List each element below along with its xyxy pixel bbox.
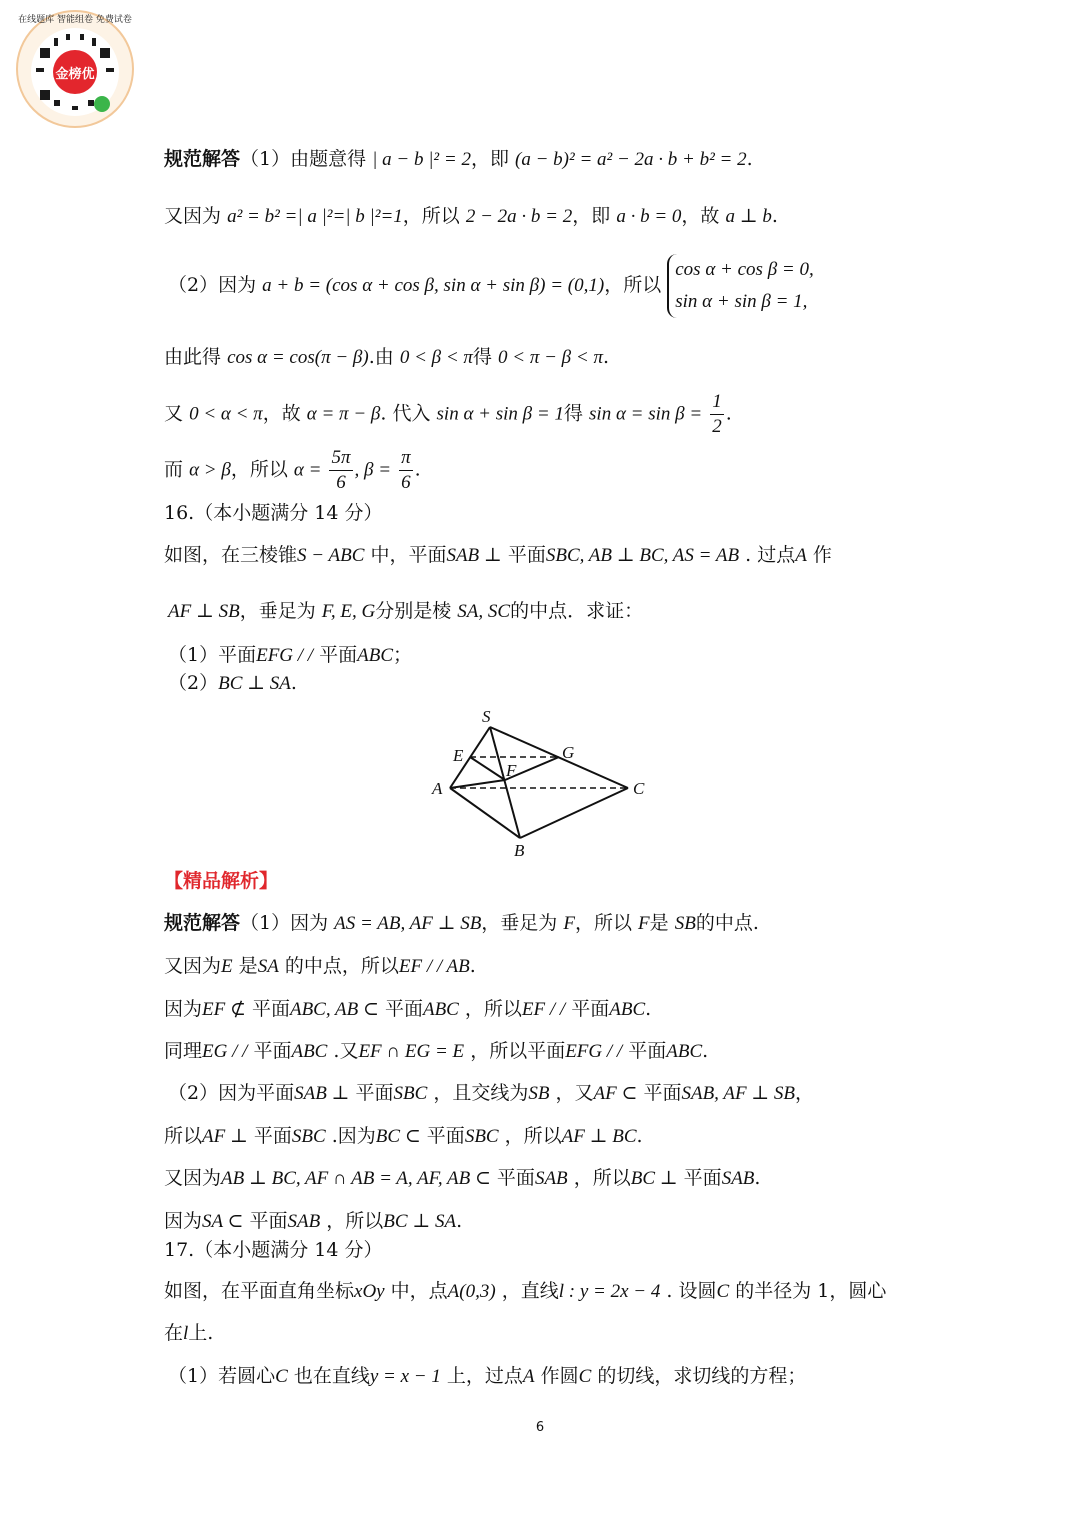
label-S: S	[482, 707, 491, 726]
segment-AF	[450, 780, 505, 788]
logo-badge	[14, 8, 136, 130]
label-B: B	[514, 841, 525, 860]
label-F: F	[506, 761, 517, 780]
q16-header: 16.（本小题满分 14 分）	[164, 502, 383, 524]
equation-system: cos α + cos β = 0, sin α + sin β = 1,	[667, 254, 813, 318]
q16-sol-5: （2）因为平面SAB ⊥ 平面SBC ，且交线为SB ，又AF ⊂ 平面SAB, AF ⊥ SB，	[168, 1082, 815, 1104]
q15-line-6: 而 α > β，所以 α = $\frac{5\pi}{6}$ , β = $\frac{\pi}{6}$ .	[164, 447, 421, 493]
q15-line-1: 规范解答（1）由题意得 | a − b |² = 2，即 (a − b)² = a² − 2a · b + b² = 2.	[164, 148, 753, 170]
q15-line-5: 又 0 < α < π，故 α = π − β. 代入 sin α + sin β = 1得 sin α = sin β = $\frac{1}{2}$ .	[164, 391, 732, 437]
logo-ring-text: 在线题库 智能组卷 免费试卷	[18, 15, 132, 25]
q15-line-4: 由此得 cos α = cos(π − β).由 0 < β < π得 0 < π − β < π.	[164, 346, 610, 368]
q16-part-2: （2）BC ⊥ SA.	[168, 672, 297, 694]
label-A: A	[432, 779, 443, 798]
q16-stem-2: AF ⊥ SB，垂足为 F, E, G分别是棱 SA, SC的中点．求证：	[168, 600, 644, 622]
q16-sol-3: 因为EF ⊄ 平面ABC, AB ⊂ 平面ABC ，所以EF / / 平面ABC.	[164, 998, 652, 1020]
q16-sol-1: 规范解答（1）因为 AS = AB, AF ⊥ SB，垂足为 F，所以 F是 SB的中点.	[164, 912, 759, 934]
logo-center-text: 金榜优	[55, 67, 95, 82]
pyramid-figure	[420, 700, 660, 865]
q16-sol-6: 所以AF ⊥ 平面SBC .因为BC ⊂ 平面SBC ，所以AF ⊥ BC.	[164, 1125, 643, 1147]
q16-sol-7: 又因为AB ⊥ BC, AF ∩ AB = A, AF, AB ⊂ 平面SAB ，所以BC ⊥ 平面SAB.	[164, 1167, 761, 1189]
label-E: E	[453, 746, 464, 765]
q16-sol-4: 同理EG / / 平面ABC .又EF ∩ EG = E ，所以平面EFG / / 平面ABC.	[164, 1040, 709, 1062]
q16-part-1: （1）平面EFG / / 平面ABC；	[168, 644, 413, 666]
page-number: 6	[535, 1420, 545, 1435]
q16-sol-2: 又因为E 是SA 的中点，所以EF / / AB.	[164, 955, 476, 977]
q15-line-2: 又因为 a² = b² =| a |²=| b |²=1，所以 2 − 2a · b = 2，即 a · b = 0，故 a ⊥ b.	[164, 205, 778, 227]
q17-part-1: （1）若圆心C 也在直线y = x − 1 上，过点A 作圆C 的切线，求切线的方程；	[168, 1365, 807, 1387]
q17-stem-2: 在l上.	[164, 1322, 214, 1344]
label-G: G	[562, 743, 575, 762]
analysis-title: 【精品解析】	[164, 870, 279, 892]
q16-stem-1: 如图，在三棱锥S − ABC 中，平面SAB ⊥ 平面SBC, AB ⊥ BC, AS = AB . 过点A 作	[164, 544, 832, 566]
fraction-pi-6: $\frac{\pi}{6}$	[401, 447, 411, 493]
fraction-5pi-6: $\frac{5\pi}{6}$	[331, 447, 351, 493]
fraction-one-half: $\frac{1}{2}$	[712, 391, 722, 437]
q17-header: 17.（本小题满分 14 分）	[164, 1239, 383, 1261]
edge-BC	[520, 788, 628, 838]
mini-program-icon	[94, 96, 110, 112]
q16-sol-8: 因为SA ⊂ 平面SAB ，所以BC ⊥ SA.	[164, 1210, 463, 1232]
q17-stem-1: 如图，在平面直角坐标xOy 中，点A(0,3) ，直线l : y = 2x − 4 . 设圆C 的半径为 1，圆心	[164, 1280, 887, 1302]
label-C: C	[633, 779, 645, 798]
q15-line-3: （2）因为 a + b = (cos α + cos β, sin α + sin β) = (0,1)，所以 cos α + cos β = 0, sin α + sin β = 1,	[168, 254, 814, 318]
